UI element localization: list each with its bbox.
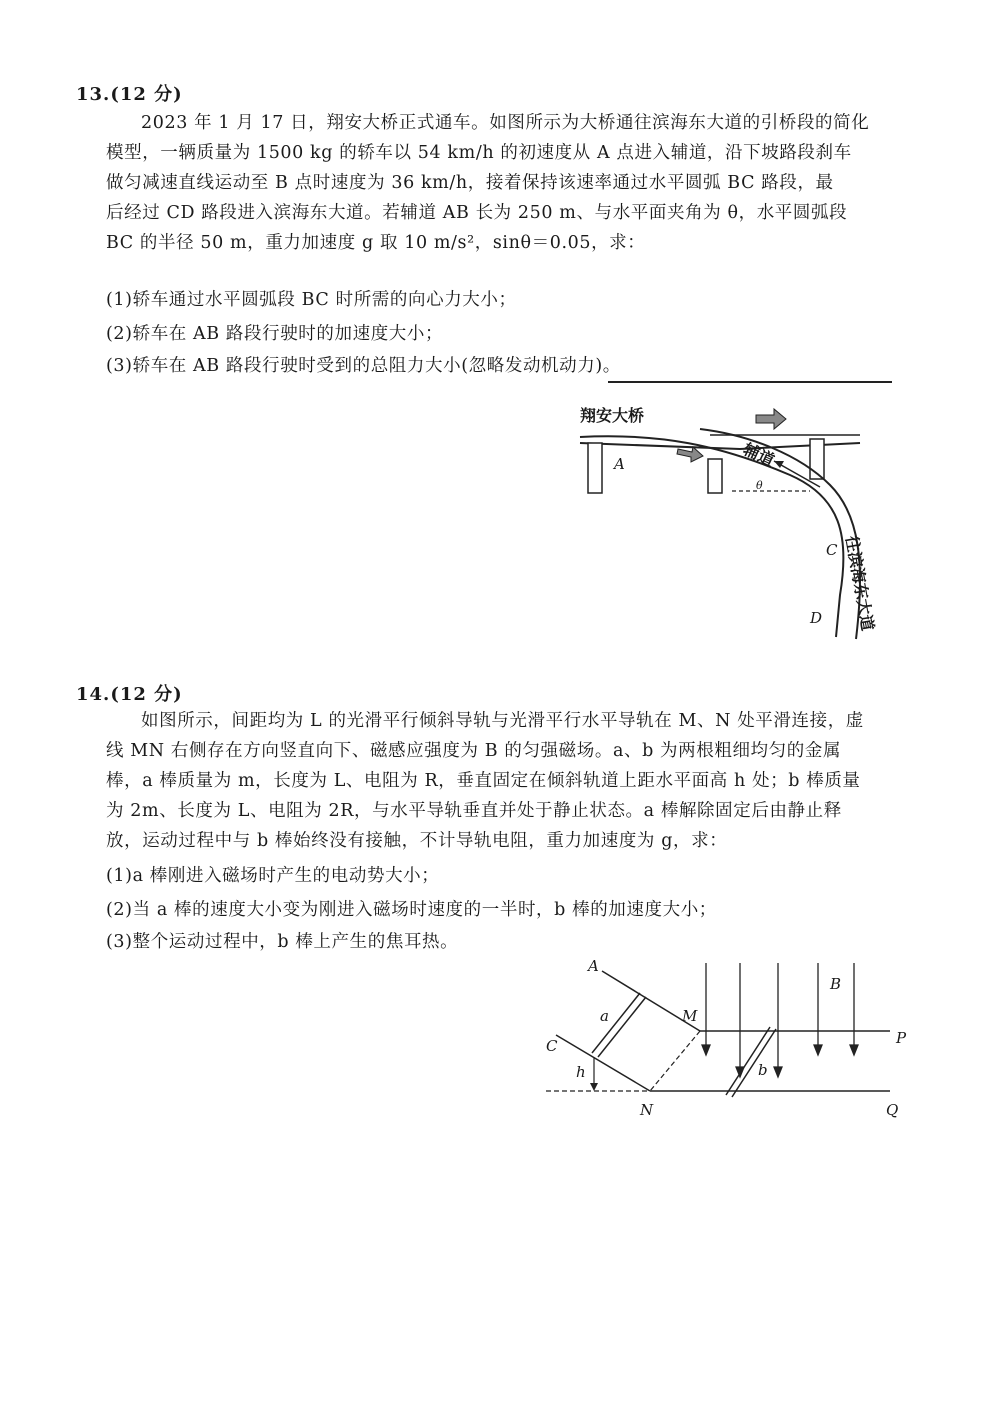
q13-line-2: 模型，一辆质量为 1500 kg 的轿车以 54 km/h 的初速度从 A 点进入辅道，沿下坡路段刹车 [106, 143, 852, 163]
label-p-point: P [896, 1029, 907, 1047]
q14-line-4: 为 2m、长度为 L、电阻为 2R，与水平导轨垂直并处于静止状态。a 棒解除固定后由静止释 [106, 801, 842, 821]
q14-line-1: 如图所示，间距均为 L 的光滑平行倾斜导轨与光滑平行水平导轨在 M、N 处平滑连接，虚 [141, 711, 864, 731]
label-a-point: A [588, 957, 599, 975]
label-c-point: C [546, 1037, 558, 1055]
q14-sub-3: (3)整个运动过程中，b 棒上产生的焦耳热。 [106, 932, 459, 952]
point-c-label: C [826, 541, 838, 559]
q13-line-1: 2023 年 1 月 17 日，翔安大桥正式通车。如图所示为大桥通往滨海东大道的引桥段的简化 [141, 113, 870, 133]
point-a-label: A [614, 455, 625, 473]
label-m-point: M [682, 1007, 698, 1025]
q14-body [106, 706, 916, 856]
label-height-h: h [576, 1063, 586, 1081]
label-q-point: Q [886, 1101, 899, 1119]
ramp-label: 辅道 [740, 439, 778, 471]
q13-sub-3: (3)轿车在 AB 路段行驶时受到的总阻力大小(忽略发动机动力)。 [106, 356, 621, 376]
label-rod-b: b [758, 1061, 768, 1079]
q13-line-3: 做匀减速直线运动至 B 点时速度为 36 km/h，接着保持该速率通过水平圆弧 BC 路段，最 [106, 173, 834, 193]
q14-sub-1: (1)a 棒刚进入磁场时产生的电动势大小； [106, 866, 440, 886]
label-n-point: N [640, 1101, 654, 1119]
q14-header: 14.(12 分) [76, 684, 183, 705]
q13-sub-1: (1)轿车通过水平圆弧段 BC 时所需的向心力大小； [106, 290, 517, 310]
q13-line-4: 后经过 CD 路段进入滨海东大道。若辅道 AB 长为 250 m、与水平面夹角为 θ，水平圆弧段 [106, 203, 848, 223]
label-rod-a: a [600, 1007, 609, 1025]
q14-line-3: 棒，a 棒质量为 m，长度为 L、电阻为 R，垂直固定在倾斜轨道上距水平面高 h 处；b 棒质量 [106, 771, 861, 791]
road-label: 往滨海东大道 [842, 534, 878, 633]
q14-figure [540, 955, 920, 1130]
point-d-label: D [810, 609, 823, 627]
q13-body [106, 108, 916, 258]
angle-label: θ [756, 479, 763, 492]
q14-sub-2: (2)当 a 棒的速度大小变为刚进入磁场时速度的一半时，b 棒的加速度大小； [106, 900, 717, 920]
direction-arrow-ramp [677, 447, 703, 462]
label-field-b: B [830, 975, 842, 993]
q13-sub-2: (2)轿车在 AB 路段行驶时的加速度大小； [106, 324, 444, 344]
q13-header: 13.(12 分) [76, 84, 183, 105]
bridge-name-label: 翔安大桥 [580, 406, 645, 425]
direction-arrow-top [756, 409, 786, 429]
q13-line-5: BC 的半径 50 m，重力加速度 g 取 10 m/s²，sinθ＝0.05，求： [106, 233, 646, 253]
q14-line-5: 放，运动过程中与 b 棒始终没有接触，不计导轨电阻，重力加速度为 g，求： [106, 831, 728, 851]
q13-figure [560, 375, 900, 655]
q14-line-2: 线 MN 右侧存在方向竖直向下、磁感应强度为 B 的匀强磁场。a、b 为两根粗细均匀的金属 [106, 741, 842, 761]
